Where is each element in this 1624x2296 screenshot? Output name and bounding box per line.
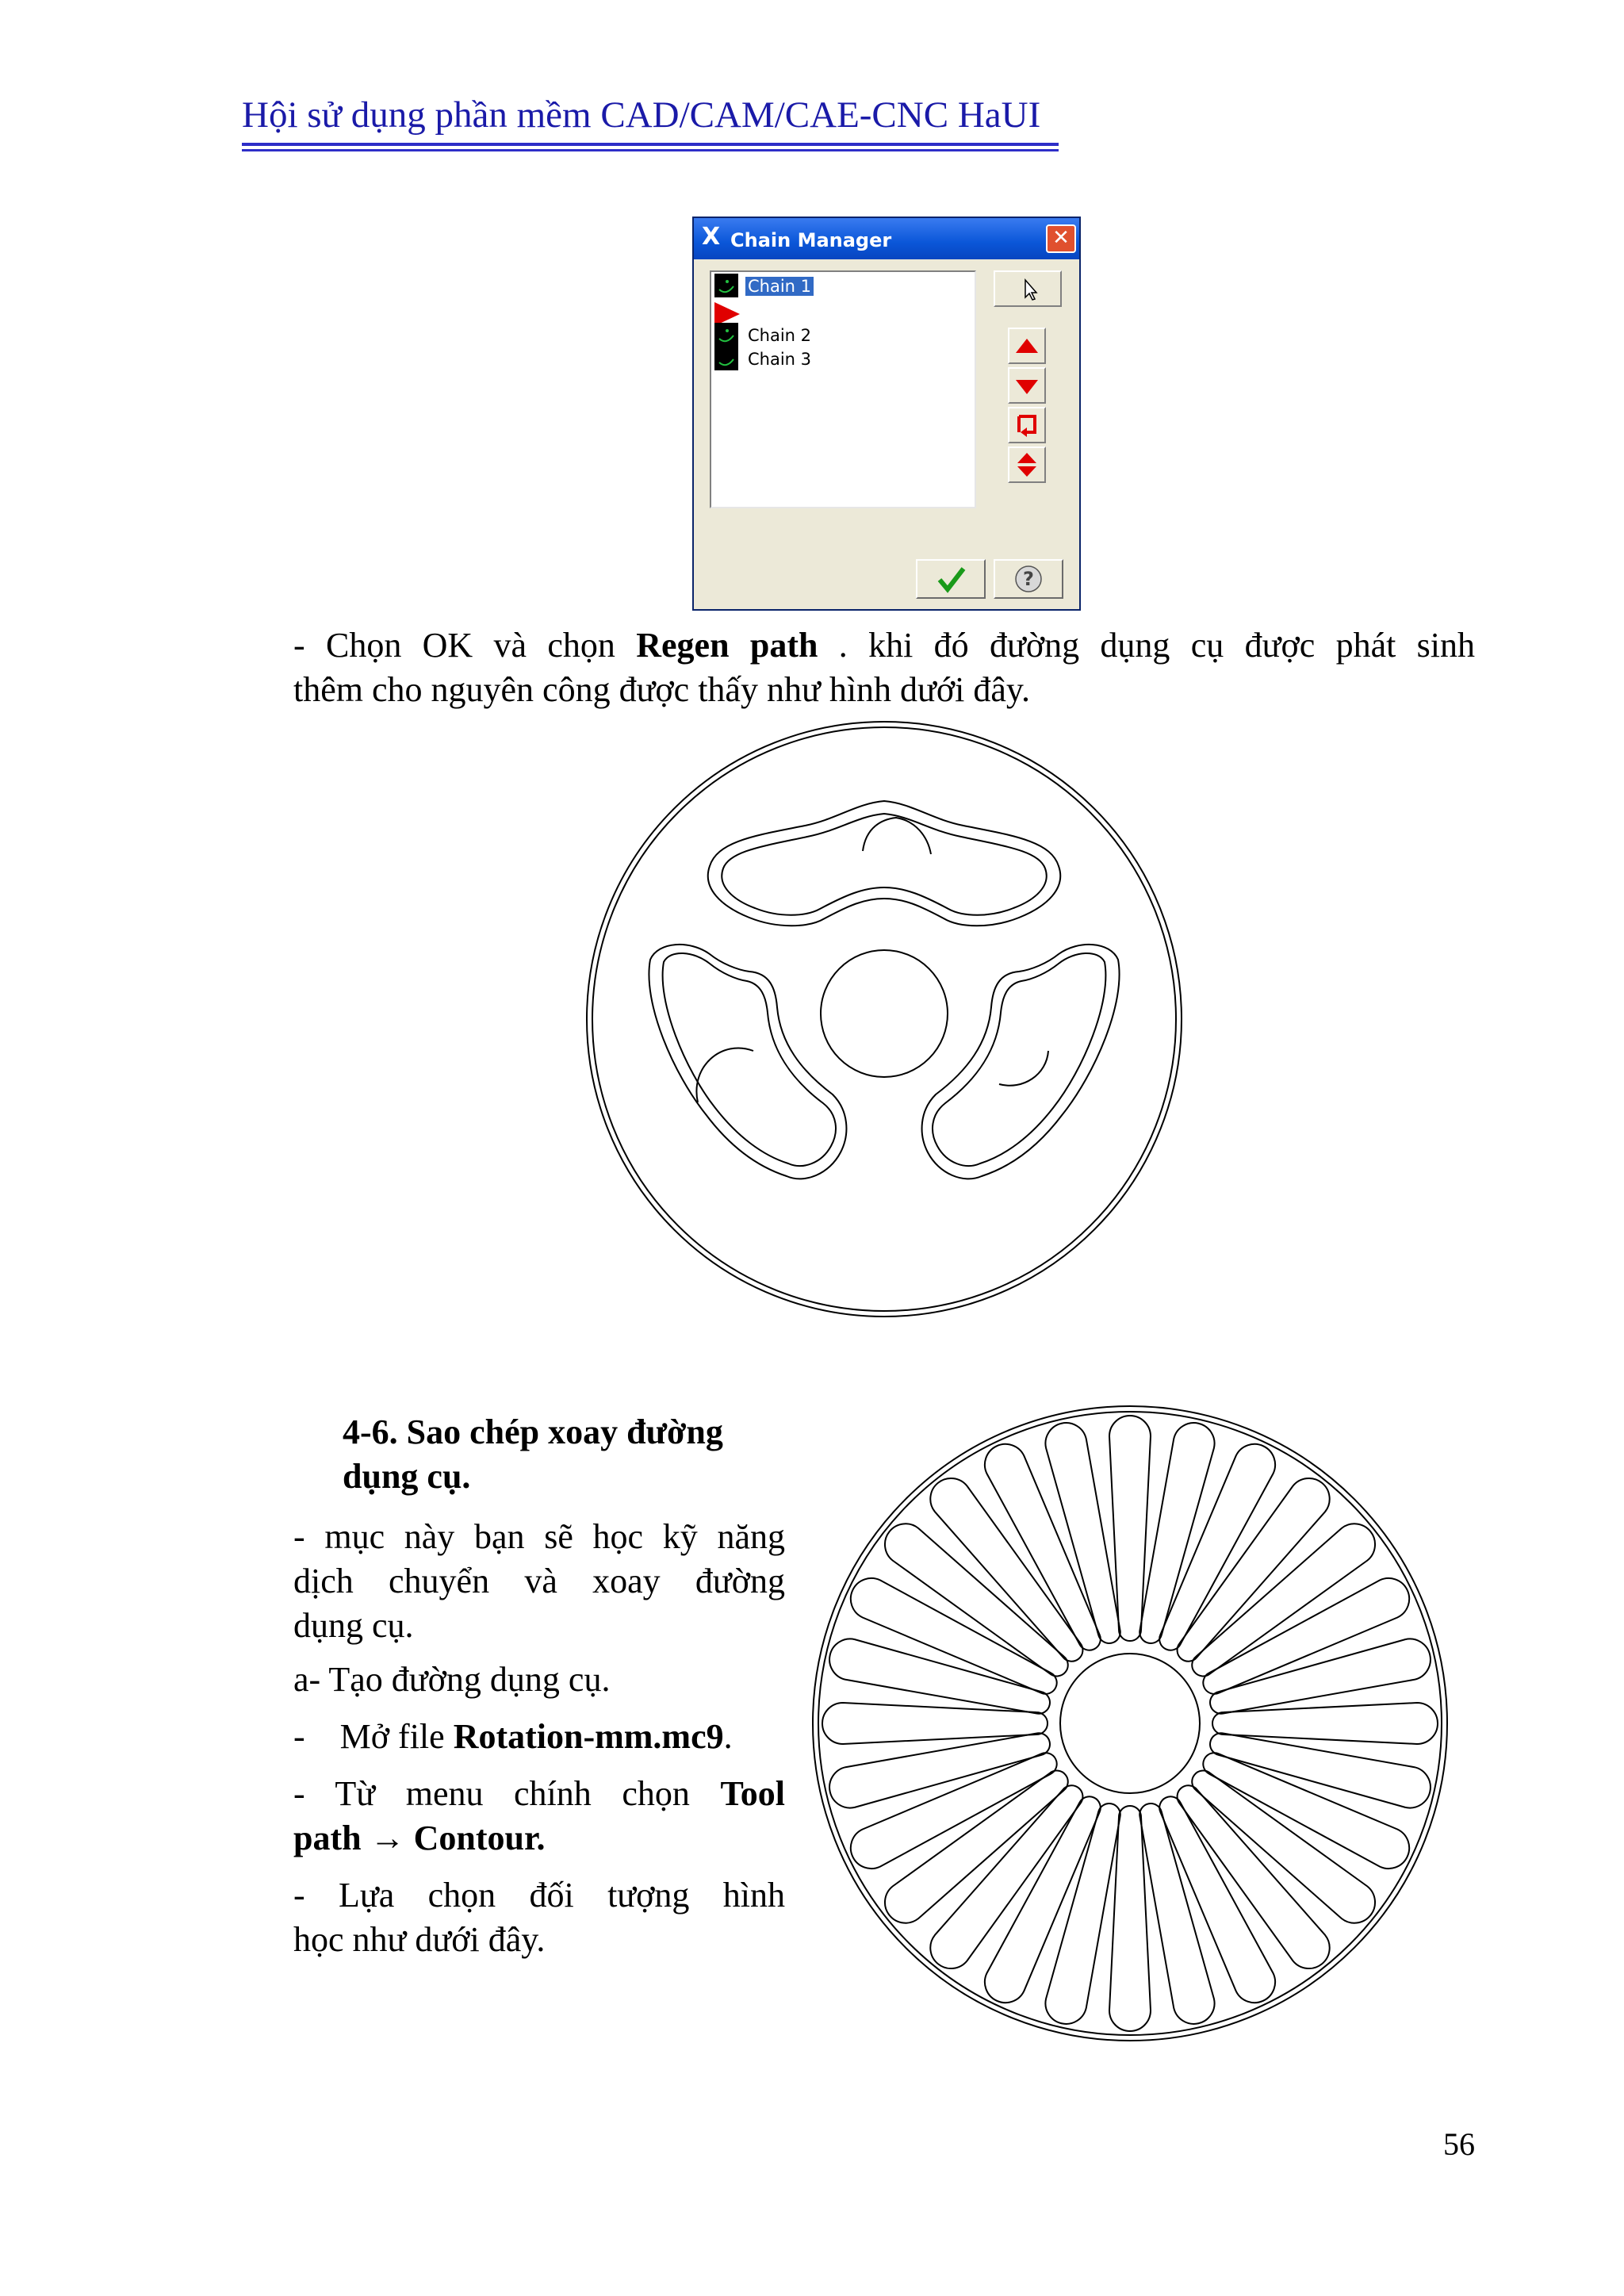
reverse-chain-button[interactable] — [1008, 407, 1046, 443]
header-rule-bottom — [242, 149, 1059, 151]
move-up-button[interactable] — [1008, 328, 1046, 364]
slot — [922, 1470, 1095, 1671]
chain-label: Chain 3 — [748, 350, 812, 369]
intro-line3: dụng cụ. — [293, 1606, 414, 1645]
chain-icon — [714, 323, 738, 347]
radial-slots — [822, 1416, 1438, 2031]
regen-path-term: Regen path — [636, 626, 818, 665]
select-chain-button[interactable] — [994, 270, 1062, 307]
menu-path-term: path → Contour. — [293, 1819, 546, 1857]
section-heading-line1: 4-6. Sao chép xoay đường — [343, 1412, 723, 1451]
pocket-right — [922, 945, 1120, 1179]
regen-path-instruction-line2: thêm cho nguyên công được thấy như hình dưới đây. — [293, 670, 1031, 709]
pocket-left — [649, 945, 846, 1179]
open-file-prefix: - Mở file — [293, 1717, 454, 1756]
page-number: 56 — [1443, 2126, 1475, 2162]
cursor-icon — [995, 272, 1060, 305]
reorder-button[interactable] — [1008, 447, 1046, 483]
up-down-icon — [1009, 448, 1044, 481]
menu-step-prefix: - Từ menu chính chọn — [293, 1774, 721, 1813]
chain-icon — [714, 274, 738, 297]
help-icon — [995, 561, 1062, 597]
menu-step-line2 — [293, 1816, 785, 1861]
open-file-step — [293, 1715, 801, 1759]
svg-text:?: ? — [1023, 568, 1034, 590]
slot — [922, 1775, 1095, 1976]
select-step-line1: - Lựa chọn đối tượng hình — [293, 1876, 785, 1915]
close-button[interactable] — [1046, 224, 1076, 253]
chain-label-selected: Chain 1 — [745, 277, 814, 296]
regen-path-instruction — [293, 623, 1475, 668]
section-heading-line2: dụng cụ. — [343, 1457, 471, 1496]
arrow-up-icon — [1009, 329, 1044, 362]
chain-manager-dialog — [692, 217, 1081, 611]
move-down-button[interactable] — [1008, 367, 1046, 404]
step1-text: - Chọn OK và chọn — [293, 626, 637, 665]
dialog-title: Chain Manager — [730, 229, 892, 251]
checkmark-icon — [917, 561, 984, 597]
select-step-line2: học như dưới đây. — [293, 1920, 546, 1959]
open-file-suffix: . — [723, 1717, 733, 1756]
chain-label: Chain 2 — [748, 326, 812, 345]
ok-button[interactable] — [916, 559, 986, 599]
rotation-part-figure — [809, 1402, 1451, 2045]
chain-list[interactable] — [710, 270, 976, 508]
file-name: Rotation-mm.mc9 — [453, 1717, 724, 1756]
help-button[interactable] — [994, 559, 1063, 599]
slot — [1182, 1759, 1383, 1932]
arrow-down-icon — [1009, 369, 1044, 402]
mastercam-x-icon: X — [702, 223, 721, 251]
menu-tool-term: Tool — [720, 1774, 785, 1813]
chain-icon — [714, 347, 738, 370]
reverse-icon — [1009, 408, 1044, 442]
sub-step-a: a- Tạo đường dụng cụ. — [293, 1660, 611, 1699]
menu-step-line1 — [293, 1772, 785, 1816]
slot — [1166, 1470, 1339, 1671]
pocket-top — [708, 801, 1060, 926]
close-icon: ✕ — [1052, 226, 1070, 250]
toolpath-figure — [579, 718, 1189, 1328]
intro-line1: - mục này bạn sẽ học kỹ năng — [293, 1517, 785, 1556]
step1-text-end: . khi đó đường dụng cụ được phát sinh — [818, 626, 1475, 665]
slot — [1182, 1516, 1383, 1688]
dialog-title-bar[interactable] — [694, 218, 1079, 259]
slot — [1166, 1775, 1339, 1976]
intro-line2: dịch chuyển và xoay đường — [293, 1562, 785, 1600]
header-rule-top — [242, 143, 1059, 146]
slot — [876, 1759, 1078, 1932]
page-header-title: Hội sử dụng phần mềm CAD/CAM/CAE-CNC HaUI — [242, 94, 1041, 136]
slot — [876, 1516, 1078, 1688]
